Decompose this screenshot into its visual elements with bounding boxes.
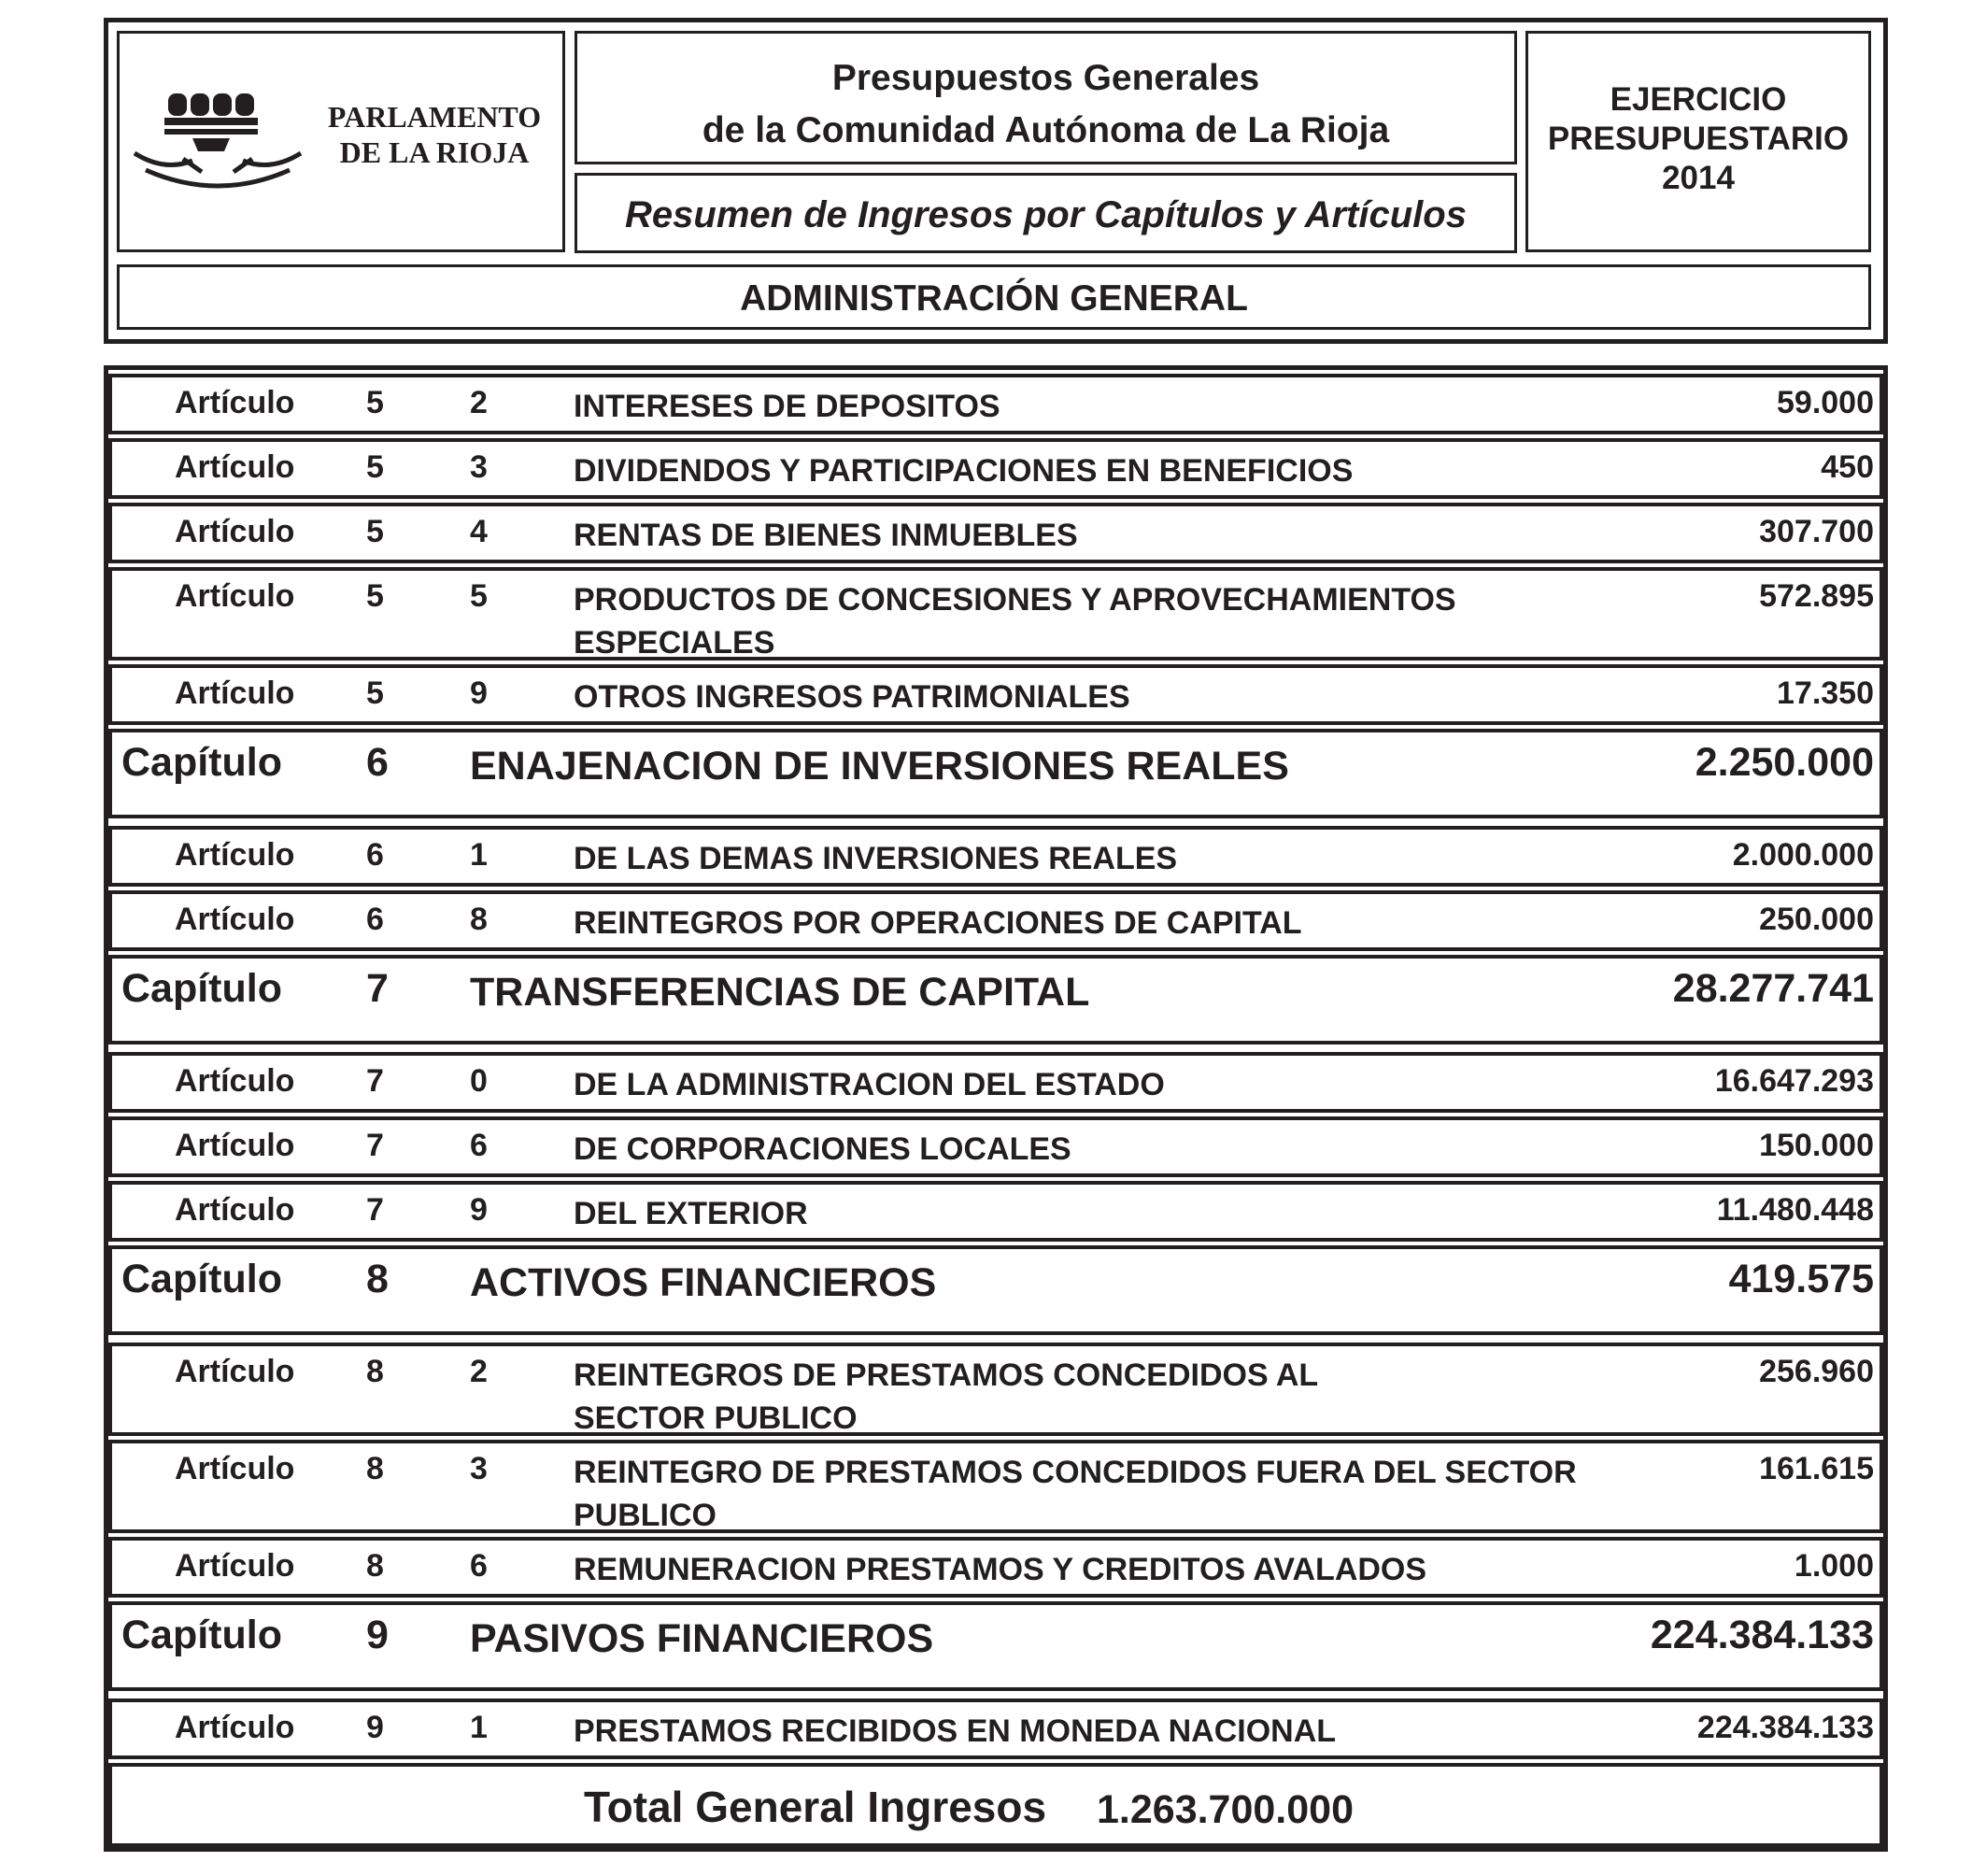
row-description: REINTEGRO DE PRESTAMOS CONCEDIDOS FUERA DEL SECTOR PUBLICO [574,1455,1577,1533]
row-amount: 307.700 [1759,514,1874,549]
row-kind: Artículo [175,1710,295,1745]
row-article-code: 3 [470,449,488,485]
row-description: RENTAS DE BIENES INMUEBLES [574,518,1078,553]
row-chapter-code: 5 [366,578,384,614]
row-kind: Artículo [175,1192,295,1228]
row-description: ACTIVOS FINANCIEROS [470,1260,937,1305]
row-amount: 59.000 [1777,385,1874,420]
chapter-row [108,1245,1883,1335]
row-amount: 2.250.000 [1695,740,1874,785]
row-chapter-code: 8 [366,1451,384,1486]
table-row [108,567,1883,661]
document-subtitle: Resumen de Ingresos por Capítulos y Artículos [625,194,1467,235]
row-description: INTERESES DE DEPOSITOS [574,389,1000,424]
row-chapter-code: 7 [366,1192,384,1228]
row-chapter-code: 6 [366,837,384,873]
table-row [108,1537,1883,1598]
row-kind: Artículo [175,1451,295,1486]
row-kind: Artículo [175,578,295,614]
fiscal-year [1528,80,1868,198]
row-chapter-code: 9 [366,1710,384,1745]
row-chapter-code: 7 [366,1063,384,1099]
row-kind: Artículo [175,1128,295,1163]
row-chapter-code: 8 [366,1548,384,1584]
total-row [108,1763,1883,1847]
row-amount: 419.575 [1728,1257,1874,1301]
title-line-1: Presupuestos Generales [831,58,1260,98]
row-chapter-code: 8 [366,1257,389,1301]
year-line-3: 2014 [1662,160,1735,196]
row-amount: 572.895 [1759,578,1874,614]
parliament-emblem-icon [127,80,309,202]
title-line-2: de la Comunidad Autónoma de La Rioja [702,110,1390,150]
table-row [108,374,1883,434]
year-line-2: PRESUPUESTARIO [1547,121,1850,157]
row-amount: 450 [1821,449,1874,485]
table-row [108,1052,1883,1113]
row-chapter-code: 7 [366,1128,384,1163]
row-kind: Capítulo [121,1257,282,1301]
row-amount: 1.000 [1794,1548,1874,1584]
row-chapter-code: 5 [366,675,384,711]
table-row [108,1698,1883,1759]
row-amount: 256.960 [1759,1354,1874,1389]
row-article-code: 1 [470,837,488,873]
row-amount: 11.480.448 [1716,1192,1874,1228]
row-chapter-code: 5 [366,449,384,485]
table-row [108,1116,1883,1177]
row-chapter-code: 8 [366,1354,384,1389]
row-kind: Artículo [175,675,295,711]
row-description: DIVIDENDOS Y PARTICIPACIONES EN BENEFICIOS [574,453,1354,489]
section-title: ADMINISTRACIÓN GENERAL [740,278,1248,319]
row-article-code: 1 [470,1710,488,1745]
row-kind: Capítulo [121,1613,282,1657]
row-kind: Capítulo [121,966,282,1011]
total-label: Total General Ingresos [584,1783,1047,1831]
row-description: PASIVOS FINANCIEROS [470,1616,934,1661]
subtitle-cell [575,173,1517,253]
logo-line-1: PARLAMENTO [327,100,542,134]
logo-wordmark [318,99,551,170]
row-article-code: 0 [470,1063,488,1099]
logo-line-2: DE LA RIOJA [339,135,530,169]
row-amount: 161.615 [1759,1451,1874,1486]
chapter-row [108,955,1883,1045]
row-amount: 28.277.741 [1672,966,1874,1011]
row-chapter-code: 6 [366,902,384,937]
row-amount: 17.350 [1777,675,1874,711]
row-kind: Artículo [175,449,295,485]
logo-cell [117,31,565,252]
row-kind: Artículo [175,1063,295,1099]
row-kind: Artículo [175,1354,295,1389]
row-kind: Artículo [175,837,295,873]
row-kind: Capítulo [121,740,282,785]
table-row [108,664,1883,725]
table-row [108,1343,1883,1436]
table-row [108,826,1883,887]
row-kind: Artículo [175,902,295,937]
row-article-code: 9 [470,1192,488,1228]
row-description: DE LA ADMINISTRACION DEL ESTADO [574,1067,1165,1102]
section-cell [117,264,1871,330]
row-article-code: 9 [470,675,488,711]
row-article-code: 6 [470,1128,488,1163]
row-chapter-code: 5 [366,385,384,420]
row-description: DE LAS DEMAS INVERSIONES REALES [574,841,1178,876]
row-article-code: 2 [470,1354,488,1389]
row-chapter-code: 7 [366,966,389,1011]
row-article-code: 2 [470,385,488,420]
row-description: REINTEGROS DE PRESTAMOS CONCEDIDOS AL SECTOR PUBLICO [574,1357,1318,1436]
row-kind: Artículo [175,1548,295,1584]
row-amount: 224.384.133 [1650,1613,1874,1657]
document-title [577,52,1514,157]
chapter-row [108,729,1883,818]
row-chapter-code: 6 [366,740,389,785]
total-amount: 1.263.700.000 [1097,1787,1354,1832]
row-amount: 224.384.133 [1696,1710,1874,1745]
year-line-1: EJERCICIO [1610,81,1787,118]
row-description: PRODUCTOS DE CONCESIONES Y APROVECHAMIENTOS ESPECIALES [574,582,1456,661]
row-amount: 150.000 [1759,1128,1874,1163]
row-description: DE CORPORACIONES LOCALES [574,1131,1071,1167]
row-description: OTROS INGRESOS PATRIMONIALES [574,679,1130,715]
title-cell [575,31,1517,164]
row-kind: Artículo [175,385,295,420]
row-description: DEL EXTERIOR [574,1196,808,1231]
fiscal-year-cell [1525,31,1871,252]
row-article-code: 6 [470,1548,488,1584]
row-description: REINTEGROS POR OPERACIONES DE CAPITAL [574,905,1302,941]
row-article-code: 5 [470,578,488,614]
table-row [108,1181,1883,1242]
chapter-row [108,1601,1883,1691]
row-article-code: 4 [470,514,488,549]
row-description: REMUNERACION PRESTAMOS Y CREDITOS AVALADOS [574,1552,1427,1587]
row-article-code: 8 [470,902,488,937]
row-amount: 16.647.293 [1714,1063,1874,1099]
row-article-code: 3 [470,1451,488,1486]
row-chapter-code: 5 [366,514,384,549]
row-chapter-code: 9 [366,1613,389,1657]
row-description: ENAJENACION DE INVERSIONES REALES [470,744,1289,789]
row-description: PRESTAMOS RECIBIDOS EN MONEDA NACIONAL [574,1713,1337,1749]
table-row [108,890,1883,951]
row-amount: 2.000.000 [1732,837,1874,873]
table-row [108,1440,1883,1533]
row-kind: Artículo [175,514,295,549]
table-row [108,438,1883,499]
row-description: TRANSFERENCIAS DE CAPITAL [470,970,1090,1015]
row-amount: 250.000 [1759,902,1874,937]
table-row [108,503,1883,563]
